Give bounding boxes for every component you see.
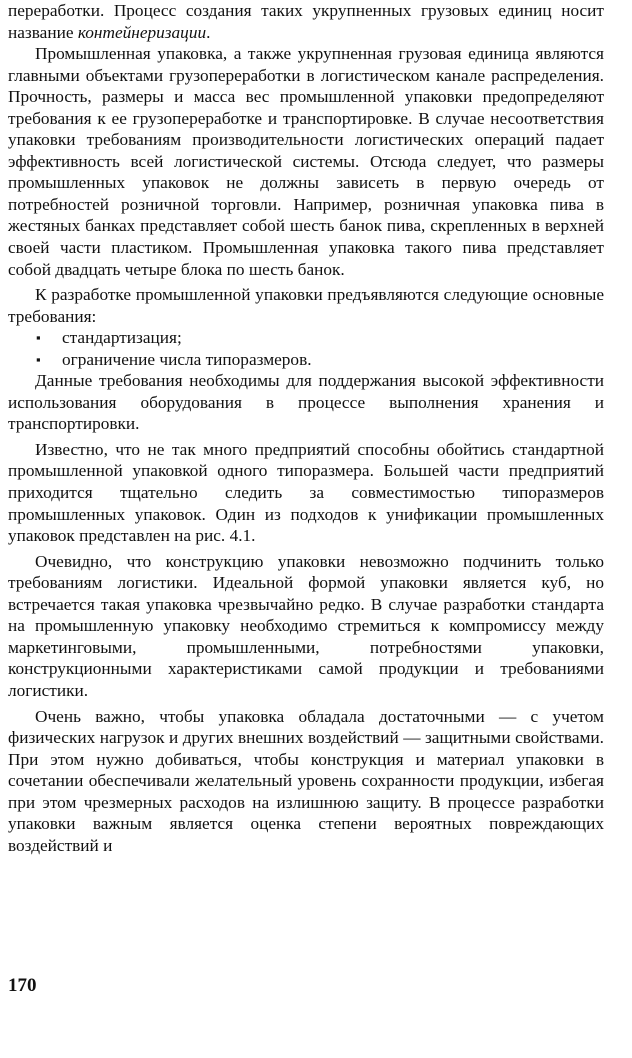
paragraph-1 bbox=[8, 0, 604, 43]
list-item: ▪ стандартизация; bbox=[8, 327, 604, 349]
paragraph-4: Данные требования необходимы для поддержания высокой эффективности использования оборудования в процессе выполнения хранения и транспортировки. bbox=[8, 371, 604, 434]
paragraph-7: Очень важно, чтобы упаковка обладала достаточными — с учетом физических нагрузок и других внешних воздействий — защитными свойствами. При этом нужно добиваться, чтобы конструкция и материал упаковки в сочетании обеспечивали желательный уровень сохранности продукции, избегая при этом чрезмерных расходов на излишнюю защиту. В процессе разработки упаковки важным является оценка степени вероятных повреждающих воздействий и bbox=[8, 706, 604, 855]
requirements-list bbox=[8, 327, 604, 370]
page-number: 170 bbox=[8, 975, 37, 996]
paragraph-1-end: . bbox=[206, 22, 211, 42]
paragraph-1-text: переработки. Процесс создания таких укрупненных грузовых единиц носит название bbox=[8, 1, 604, 42]
list-item: ▪ ограничение числа типоразмеров. bbox=[8, 349, 604, 371]
body-text bbox=[8, 0, 604, 856]
paragraph-6: Очевидно, что конструкцию упаковки невозможно подчинить только требованиям логистики. Идеальной формой упаковки является куб, но встречается такая упаковка чрезвычайно редко. В случае разработки стандарта на промышленную упаковку необходимо стремиться к компромиссу между маркетинговыми, промышленными, потребностями упаковки, конструкционными характеристиками самой продукции и требованиями логистики. bbox=[8, 551, 604, 700]
term-containerization: контейнеризации bbox=[77, 22, 207, 42]
paragraph-5: Известно, что не так много предприятий способны обойтись стандартной промышленной упаковкой одного типоразмера. Большей части предприятий приходится тщательно следить за совместимостью типоразмеров промышленных упаковок. Один из подходов к унификации промышленных упаковок представлен на рис. 4.1. bbox=[8, 439, 604, 546]
paragraph-2: Промышленная упаковка, а также укрупненная грузовая единица являются главными объектами грузопереработки в логистическом канале распределения. Прочность, размеры и масса вес промышленной упаковки предопределяют требования к ее грузопереработке и транспортировке. В случае несоответствия упаковки требованиям производительности логистических операций падает эффективность всей логистической системы. Отсюда следует, что размеры промышленных упаковок не должны зависеть в первую очередь от потребностей розничной торговли. Например, розничная упаковка пива в жестяных банках представляет собой шесть банок пива, скрепленных в верхней своей части пластиком. Промышленная упаковка такого пива представляет собой двадцать четыре блока по шесть банок. bbox=[8, 44, 604, 279]
paragraph-3: К разработке промышленной упаковки предъявляются следующие основные требования: bbox=[8, 285, 604, 326]
